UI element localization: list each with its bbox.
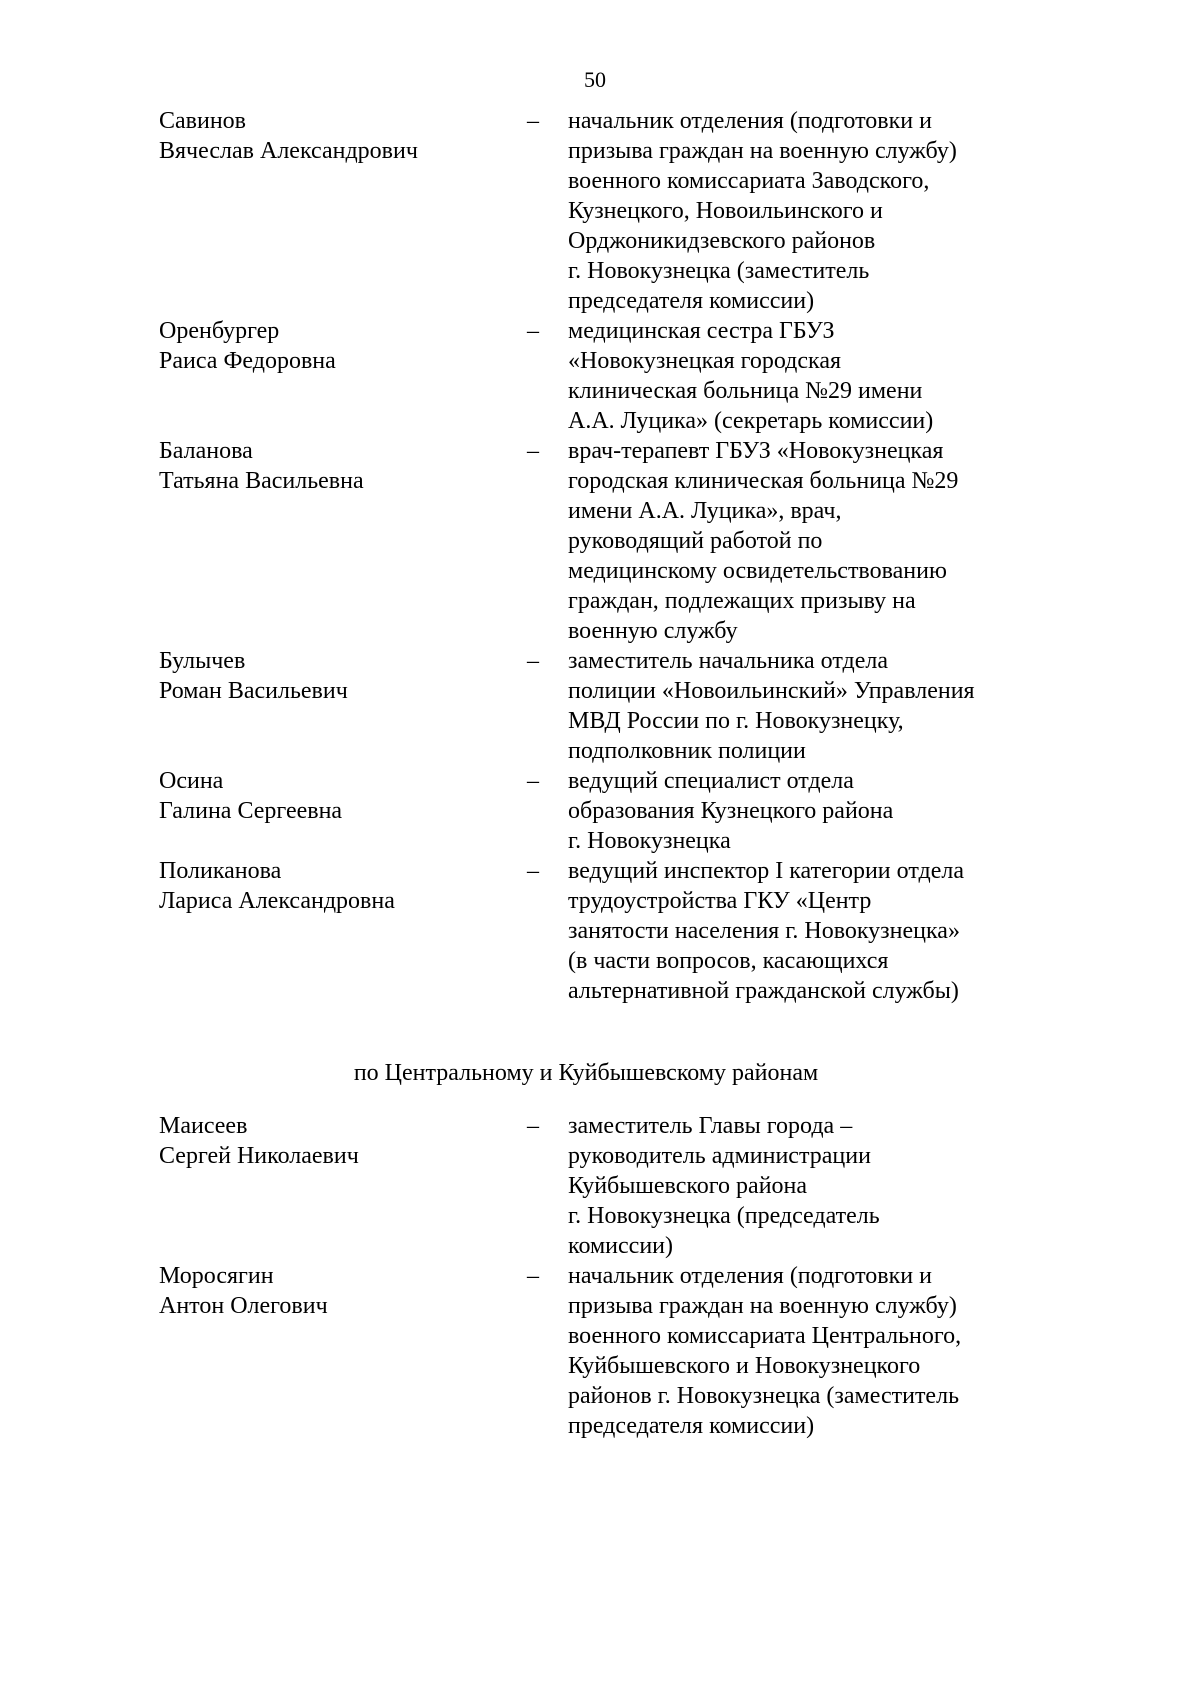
role-line: трудоустройства ГКУ «Центр — [568, 888, 872, 914]
member-surname: Моросягин — [159, 1263, 274, 1289]
role-line: клиническая больница №29 имени — [568, 378, 923, 404]
dash-separator: – — [527, 438, 539, 464]
member-entry — [0, 436, 1100, 646]
role-line: Куйбышевского и Новокузнецкого — [568, 1353, 921, 1379]
role-line: районов г. Новокузнецка (заместитель — [568, 1383, 960, 1409]
dash-separator: – — [527, 318, 539, 344]
member-surname: Маисеев — [159, 1113, 248, 1139]
member-role — [568, 1111, 1038, 1261]
member-name — [159, 1111, 499, 1171]
member-surname: Булычев — [159, 648, 246, 674]
role-line: военную службу — [568, 618, 738, 644]
role-line: руководитель администрации — [568, 1143, 871, 1169]
member-given-names: Вячеслав Александрович — [159, 138, 418, 164]
role-line: Кузнецкого, Новоильинского и — [568, 198, 883, 224]
role-line: Орджоникидзевского районов — [568, 228, 876, 254]
role-line: г. Новокузнецка — [568, 828, 731, 854]
member-given-names: Лариса Александровна — [159, 888, 395, 914]
member-role — [568, 1261, 1038, 1441]
role-line: занятости населения г. Новокузнецка» — [568, 918, 960, 944]
role-line: медицинскому освидетельствованию — [568, 558, 947, 584]
role-line: образования Кузнецкого района — [568, 798, 894, 824]
dash-separator: – — [527, 858, 539, 884]
member-name — [159, 436, 499, 496]
member-entry — [0, 646, 1100, 766]
role-line: Куйбышевского района — [568, 1173, 808, 1199]
member-surname: Поликанова — [159, 858, 282, 884]
member-surname: Савинов — [159, 108, 247, 134]
member-name — [159, 646, 499, 706]
member-entry — [0, 766, 1100, 856]
member-name — [159, 1261, 499, 1321]
member-role — [568, 646, 1038, 766]
member-surname: Баланова — [159, 438, 253, 464]
role-line: председателя комиссии) — [568, 288, 815, 314]
role-line: подполковник полиции — [568, 738, 806, 764]
role-line: г. Новокузнецка (председатель — [568, 1203, 880, 1229]
role-line: имени А.А. Луцика», врач, — [568, 498, 842, 524]
section-heading: по Центральному и Куйбышевскому районам — [353, 1060, 819, 1086]
role-line: А.А. Луцика» (секретарь комиссии) — [568, 408, 934, 434]
role-line: военного комиссариата Центрального, — [568, 1323, 962, 1349]
role-line: председателя комиссии) — [568, 1413, 815, 1439]
page-number: 50 — [584, 67, 606, 92]
member-role — [568, 106, 1038, 316]
role-line: начальник отделения (подготовки и — [568, 1263, 932, 1289]
member-surname: Оренбургер — [159, 318, 280, 344]
member-name — [159, 316, 499, 376]
role-line: заместитель начальника отдела — [568, 648, 888, 674]
member-entry — [0, 856, 1100, 1006]
role-line: ведущий специалист отдела — [568, 768, 854, 794]
member-role — [568, 316, 1038, 436]
role-line: начальник отделения (подготовки и — [568, 108, 932, 134]
member-entry — [0, 1261, 1100, 1441]
member-role — [568, 766, 1038, 856]
role-line: призыва граждан на военную службу) — [568, 1293, 957, 1319]
commission-list-central — [0, 1111, 1100, 1441]
dash-separator: – — [527, 1113, 539, 1139]
member-given-names: Татьяна Васильевна — [159, 468, 364, 494]
role-line: (в части вопросов, касающихся — [568, 948, 889, 974]
member-given-names: Галина Сергеевна — [159, 798, 343, 824]
member-entry — [0, 316, 1100, 436]
role-line: врач-терапевт ГБУЗ «Новокузнецкая — [568, 438, 944, 464]
dash-separator: – — [527, 768, 539, 794]
role-line: городская клиническая больница №29 — [568, 468, 959, 494]
member-name — [159, 106, 499, 166]
role-line: призыва граждан на военную службу) — [568, 138, 957, 164]
role-line: руководящий работой по — [568, 528, 823, 554]
role-line: МВД России по г. Новокузнецку, — [568, 708, 904, 734]
commission-list-zavodskoy — [0, 106, 1100, 1006]
member-given-names: Сергей Николаевич — [159, 1143, 359, 1169]
member-given-names: Антон Олегович — [159, 1293, 328, 1319]
dash-separator: – — [527, 648, 539, 674]
member-name — [159, 766, 499, 826]
role-line: комиссии) — [568, 1233, 673, 1259]
dash-separator: – — [527, 108, 539, 134]
dash-separator: – — [527, 1263, 539, 1289]
member-role — [568, 436, 1038, 646]
member-given-names: Роман Васильевич — [159, 678, 348, 704]
member-surname: Осина — [159, 768, 224, 794]
role-line: медицинская сестра ГБУЗ — [568, 318, 835, 344]
role-line: военного комиссариата Заводского, — [568, 168, 930, 194]
role-line: г. Новокузнецка (заместитель — [568, 258, 870, 284]
role-line: полиции «Новоильинский» Управления — [568, 678, 975, 704]
member-given-names: Раиса Федоровна — [159, 348, 336, 374]
member-entry — [0, 106, 1100, 316]
member-entry — [0, 1111, 1100, 1261]
role-line: заместитель Главы города – — [568, 1113, 853, 1139]
role-line: граждан, подлежащих призыву на — [568, 588, 916, 614]
member-name — [159, 856, 499, 916]
role-line: «Новокузнецкая городская — [568, 348, 842, 374]
role-line: ведущий инспектор I категории отдела — [568, 858, 964, 884]
role-line: альтернативной гражданской службы) — [568, 978, 959, 1004]
member-role — [568, 856, 1038, 1006]
